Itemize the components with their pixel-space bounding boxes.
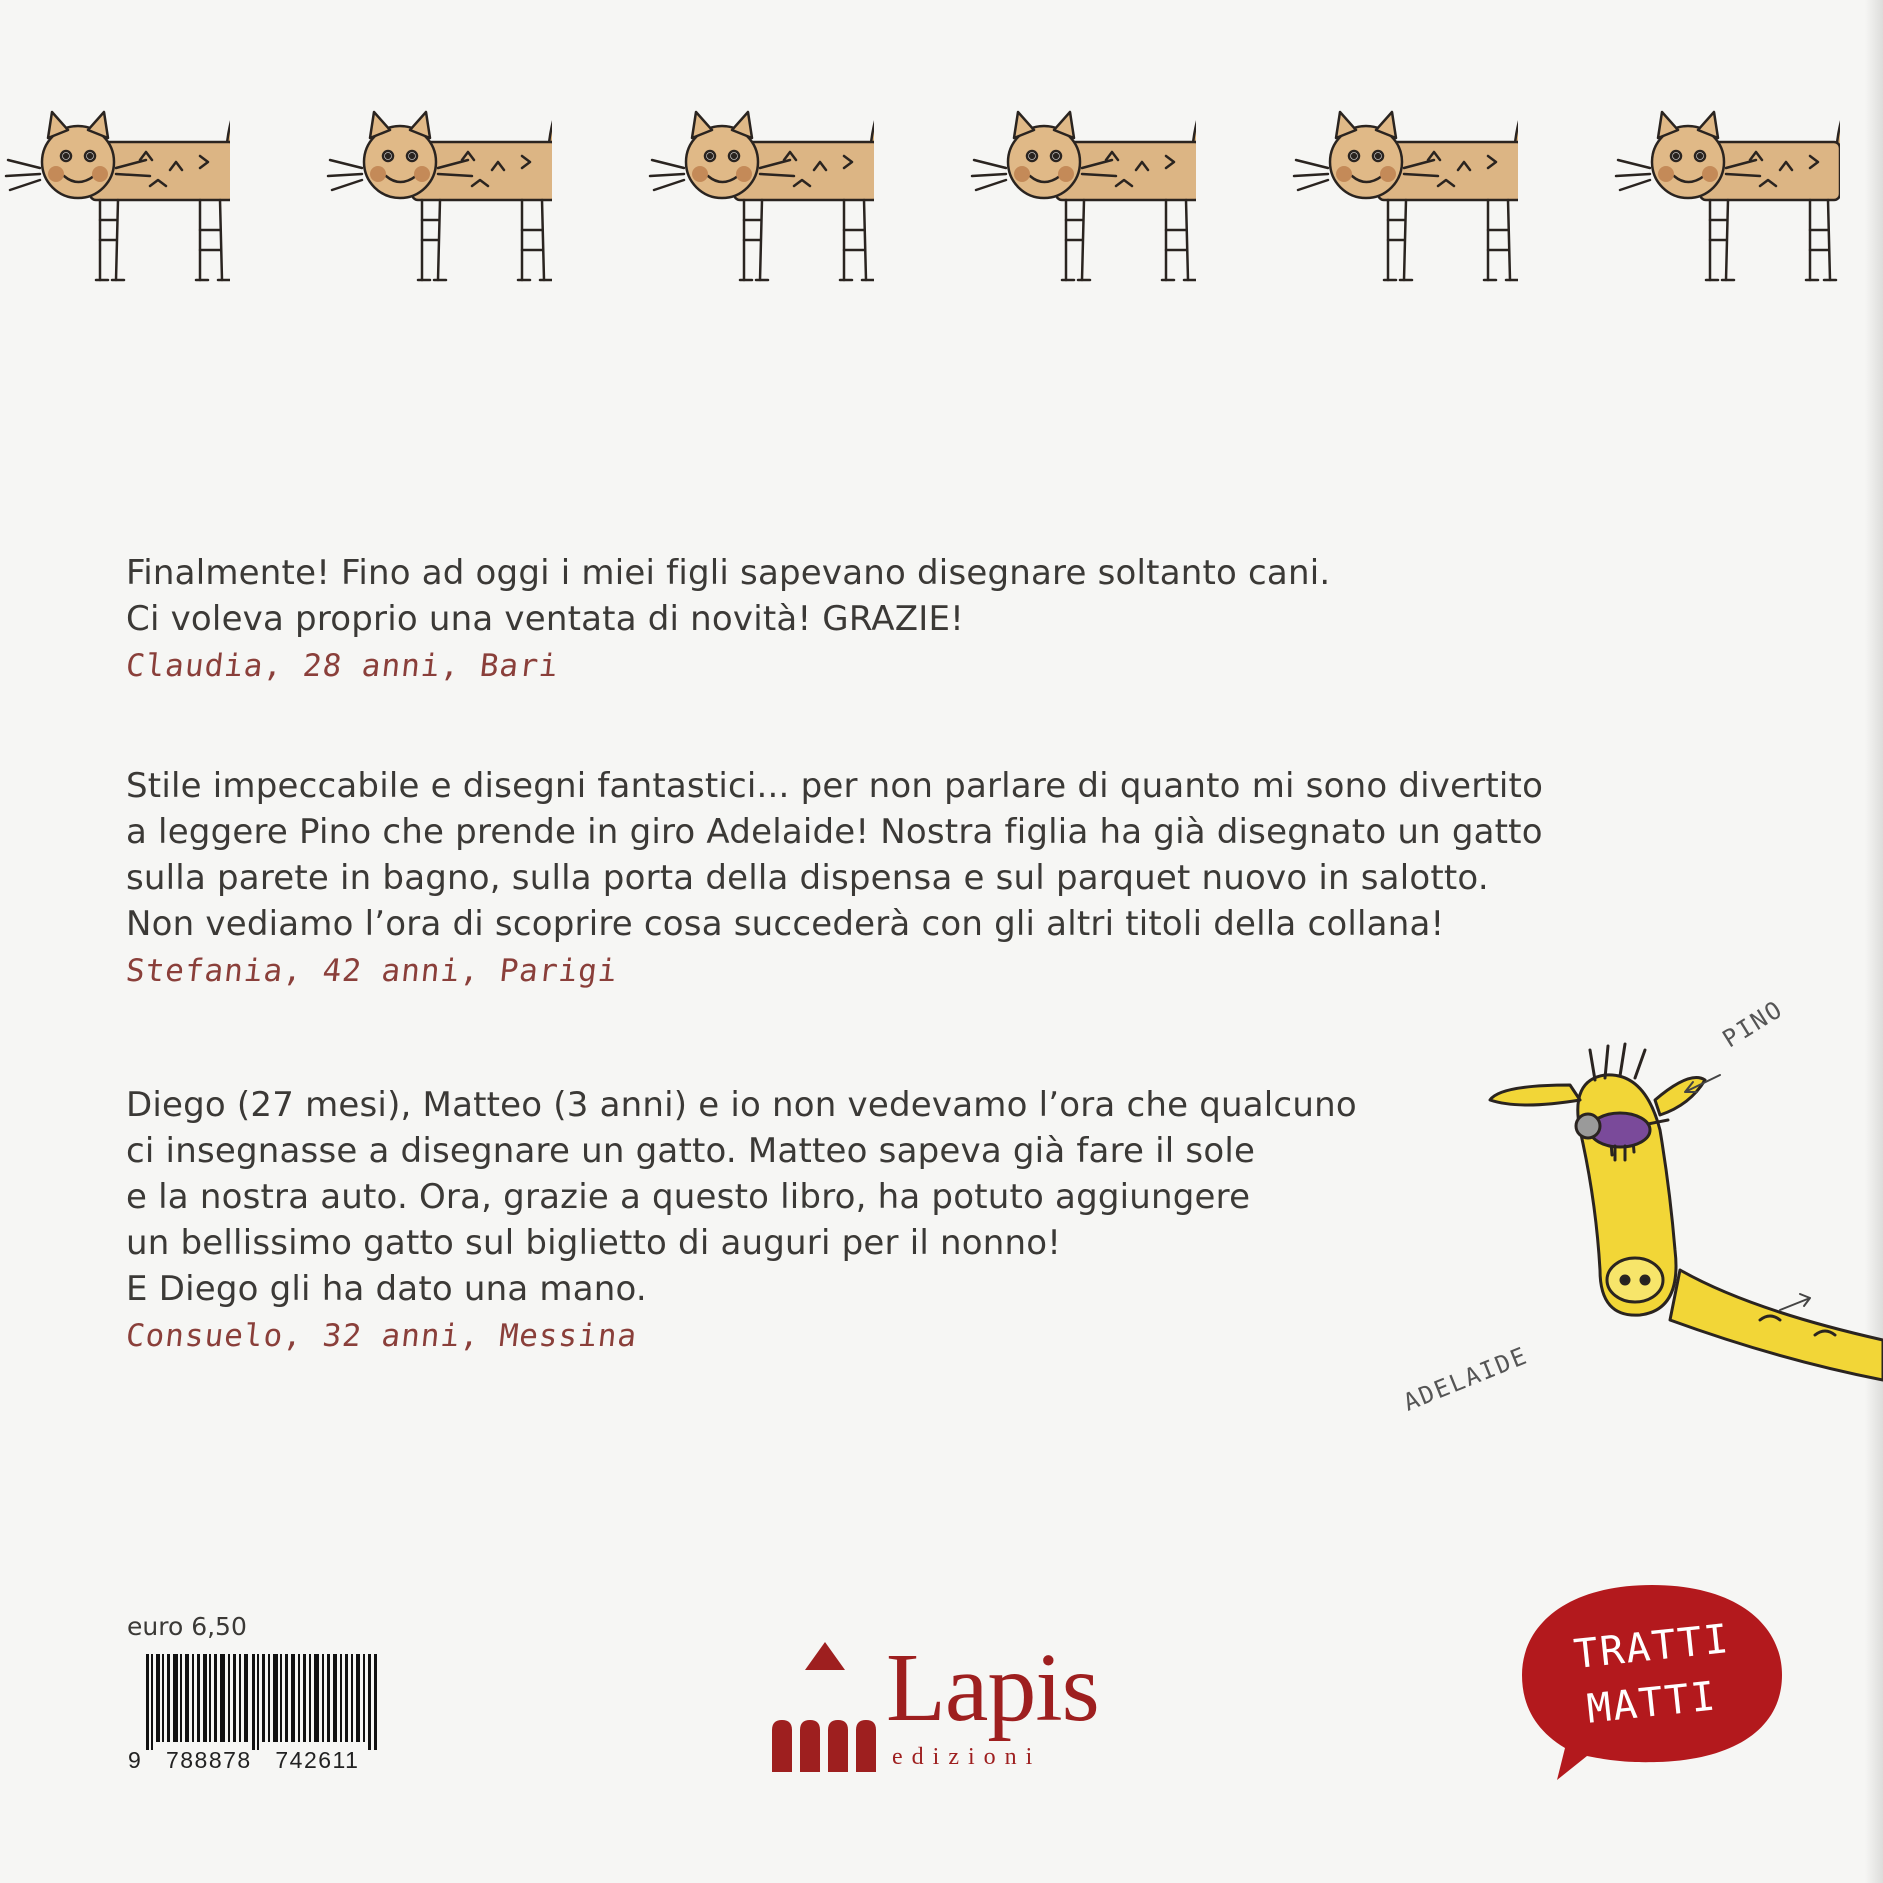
cat-illustration xyxy=(0,90,230,300)
giraffe-label: ADELAIDE xyxy=(1399,1341,1533,1417)
cat-illustration xyxy=(966,90,1196,300)
cat-illustration xyxy=(322,90,552,300)
publisher-name: Lapis xyxy=(886,1634,1099,1742)
cat-illustration xyxy=(1610,90,1840,300)
series-badge xyxy=(1517,1580,1787,1785)
building-icon xyxy=(770,1640,880,1780)
publisher-logo xyxy=(770,1634,1140,1780)
review-text-line: E Diego gli ha dato una mano. xyxy=(126,1269,647,1309)
review-text-line: un bellissimo gatto sul biglietto di auguri per il nonno! xyxy=(126,1223,1062,1263)
review-text-line: e la nostra auto. Ora, grazie a questo libro, ha potuto aggiungere xyxy=(126,1177,1251,1217)
isbn-number: 9 788878 742611 xyxy=(128,1747,360,1773)
review-signature: Consuelo, 32 anni, Messina xyxy=(124,1318,640,1354)
review-text-line: Diego (27 mesi), Matteo (3 anni) e io non vedevamo l’ora che qualcuno xyxy=(126,1085,1357,1125)
cat-illustration-row xyxy=(0,90,1883,310)
bird-label: PINO xyxy=(1717,994,1789,1054)
badge-line-2: MATTI xyxy=(1584,1673,1720,1733)
price: euro 6,50 xyxy=(127,1612,247,1641)
review-text-line: Stile impeccabile e disegni fantastici... per non parlare di quanto mi sono divertito xyxy=(126,766,1544,806)
giraffe-bird-illustration xyxy=(1399,980,1883,1450)
review-text-line: sulla parete in bagno, sulla porta della dispensa e sul parquet nuovo in salotto. xyxy=(126,858,1489,898)
review-signature: Stefania, 42 anni, Parigi xyxy=(124,953,620,989)
publisher-subtitle: edizioni xyxy=(892,1744,1042,1770)
review-text-line: ci insegnasse a disegnare un gatto. Matteo sapeva già fare il sole xyxy=(126,1131,1256,1171)
badge-line-1: TRATTI xyxy=(1571,1615,1733,1679)
review-text-line: Non vediamo l’ora di scoprire cosa succederà con gli altri titoli della collana! xyxy=(126,904,1445,944)
review-2 xyxy=(126,763,1666,989)
review-text-line: Ci voleva proprio una ventata di novità! GRAZIE! xyxy=(126,599,964,639)
cat-illustration xyxy=(644,90,874,300)
review-1 xyxy=(126,550,1666,684)
review-text-line: Finalmente! Fino ad oggi i miei figli sapevano disegnare soltanto cani. xyxy=(126,553,1331,593)
barcode-icon xyxy=(146,1654,378,1750)
cat-illustration xyxy=(1288,90,1518,300)
review-signature: Claudia, 28 anni, Bari xyxy=(124,648,561,684)
review-text-line: a leggere Pino che prende in giro Adelaide! Nostra figlia ha già disegnato un gatto xyxy=(126,812,1543,852)
